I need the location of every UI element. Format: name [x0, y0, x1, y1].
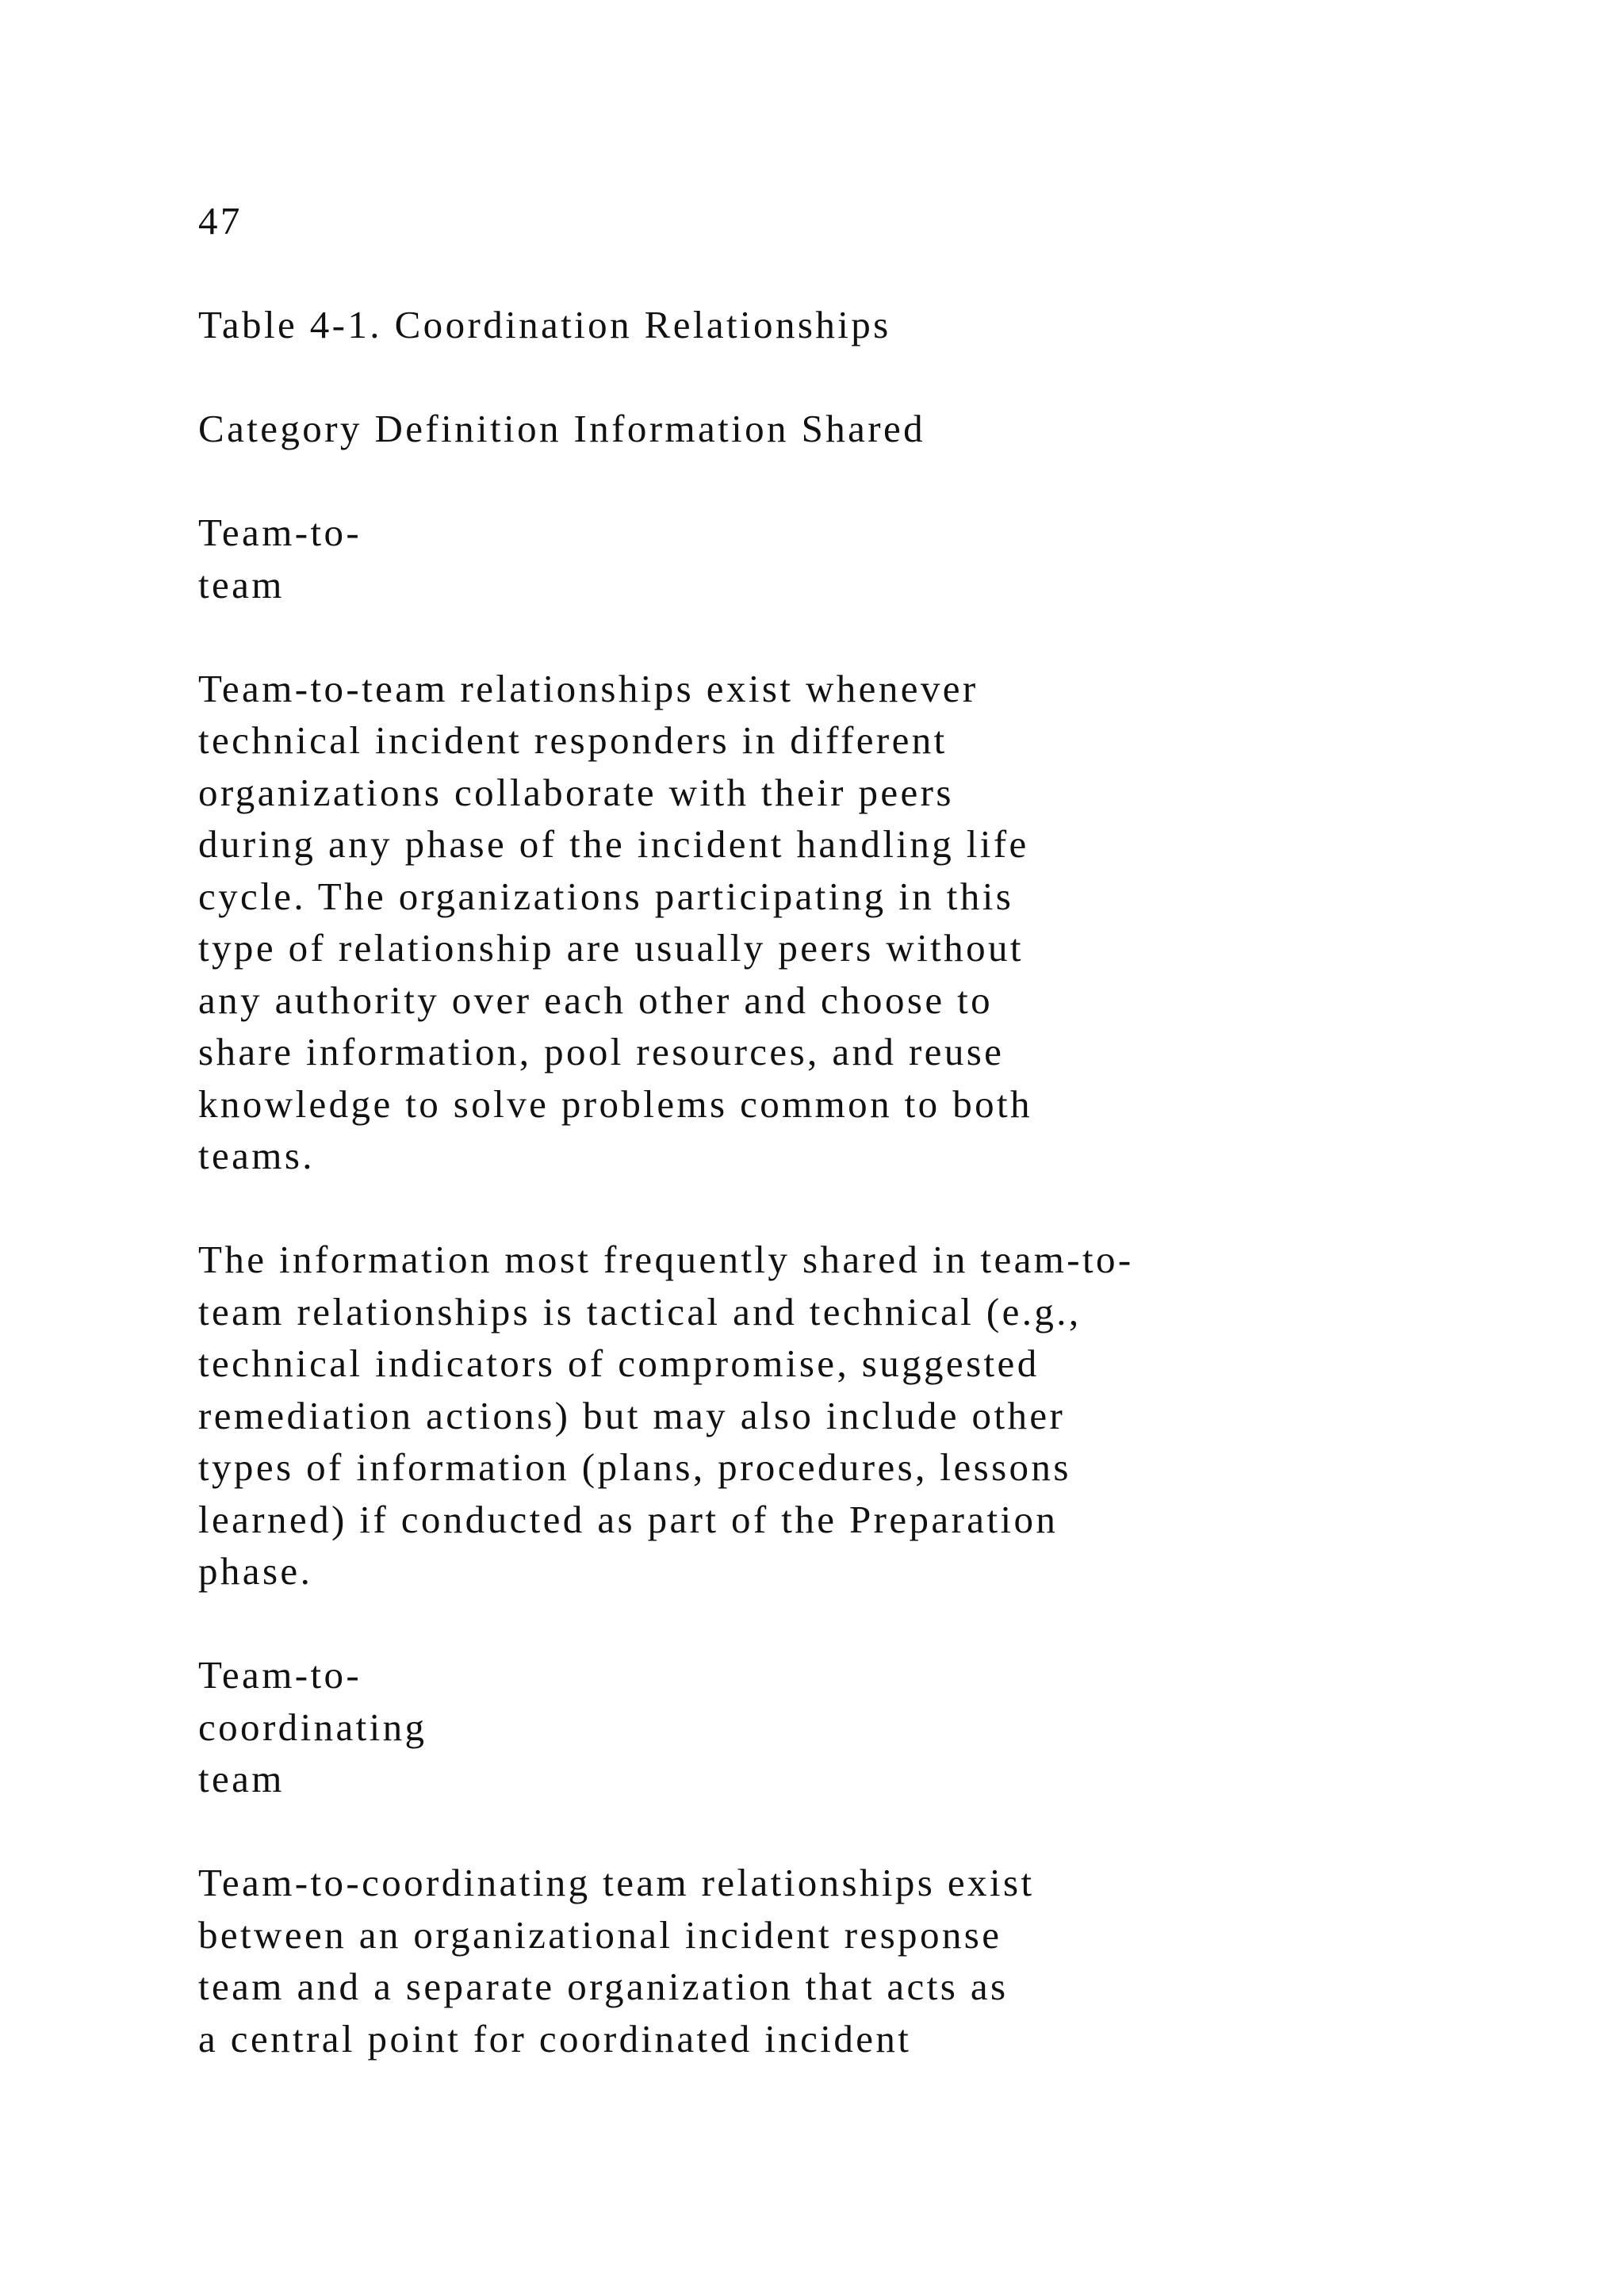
- document-text: [198, 195, 1546, 2064]
- definition-line: any authority over each other and choose to: [198, 978, 994, 1022]
- definition-line: knowledge to solve problems common to both: [198, 1081, 1032, 1126]
- table-header-row: Category Definition Information Shared: [198, 407, 926, 450]
- spacer: [198, 351, 1546, 404]
- definition-line: share information, pool resources, and reuse: [198, 1030, 1005, 1073]
- spacer: [198, 1598, 1546, 1650]
- definition-line: technical incident responders in different: [198, 718, 948, 762]
- spacer: [198, 455, 1546, 507]
- definition-line: type of relationship are usually peers without: [198, 926, 1024, 970]
- spacer: [198, 247, 1546, 300]
- information-line: learned) if conducted as part of the Preparation: [198, 1497, 1059, 1541]
- definition-line: cycle. The organizations participating in this: [198, 874, 1014, 918]
- category-cell: [198, 1649, 1546, 1805]
- information-line: remediation actions) but may also include other: [198, 1393, 1066, 1437]
- information-shared-cell: [198, 1234, 1546, 1598]
- category-line: team: [198, 562, 285, 607]
- spacer: [198, 1182, 1546, 1234]
- information-line: The information most frequently shared in team-to-: [198, 1238, 1134, 1281]
- definition-line: between an organizational incident response: [198, 1912, 1002, 1957]
- category-line: Team-to-: [198, 1653, 362, 1697]
- definition-line: Team-to-coordinating team relationships exist: [198, 1861, 1035, 1904]
- spacer: [198, 610, 1546, 663]
- information-line: types of information (plans, procedures, lessons: [198, 1445, 1071, 1489]
- table-row-team-to-coordinating-team: [198, 1649, 1546, 2064]
- definition-cell: [198, 1857, 1546, 2064]
- definition-line: a central point for coordinated incident: [198, 2016, 912, 2061]
- definition-line: Team-to-team relationships exist whenever: [198, 666, 979, 710]
- category-line: Team-to-: [198, 511, 362, 554]
- table-row-team-to-team: [198, 507, 1546, 1649]
- information-line: team relationships is tactical and technical (e.g.,: [198, 1289, 1082, 1334]
- category-line: team: [198, 1757, 285, 1800]
- category-cell: [198, 507, 1546, 610]
- definition-line: team and a separate organization that acts as: [198, 1965, 1009, 2008]
- definition-line: teams.: [198, 1134, 315, 1177]
- definition-line: during any phase of the incident handling life: [198, 822, 1029, 866]
- information-line: phase.: [198, 1549, 313, 1593]
- information-line: technical indicators of compromise, suggested: [198, 1341, 1040, 1385]
- spacer: [198, 1805, 1546, 1858]
- category-line: coordinating: [198, 1705, 427, 1749]
- definition-line: organizations collaborate with their peers: [198, 770, 954, 814]
- definition-cell: [198, 663, 1546, 1182]
- table-title: Table 4-1. Coordination Relationships: [198, 303, 891, 346]
- page-number: 47: [198, 199, 243, 243]
